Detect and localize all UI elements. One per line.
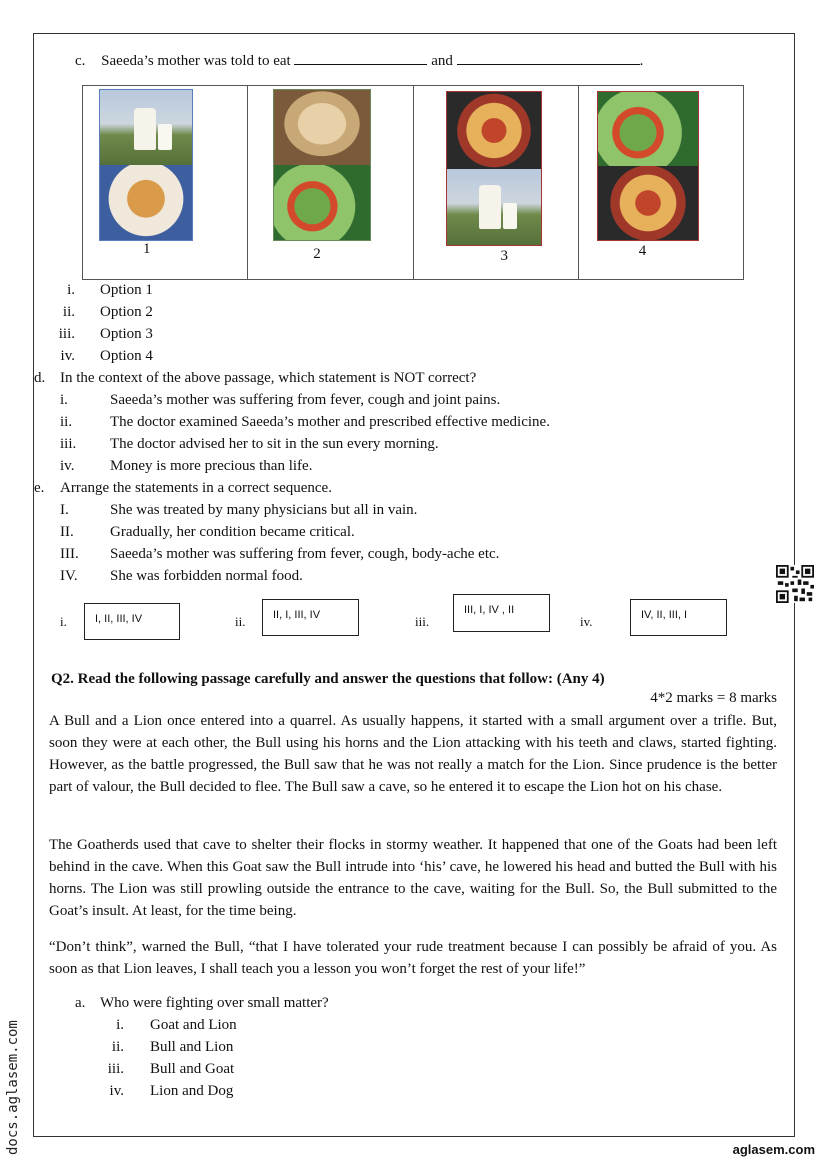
q2-marks: 4*2 marks = 8 marks xyxy=(650,690,777,706)
choice-box-4 xyxy=(630,599,727,636)
question-d-label: d. xyxy=(34,370,46,386)
pizza-picture-2 xyxy=(598,166,698,240)
passage-paragraph-1: A Bull and a Lion once entered into a quarrel. As usually happens, it started with a small argument over a trifle. But, soon they were at each other, the Bull using his horns and the Lion attacking with his teeth and claws, started fighting. However, as the battle progressed, the Bull saw that he was not really a match for the Lion. Since prudence is the better part of valour, the Bull decided to flee. The Bull saw a cave, so he entered it to escape the Lion hot on his chase. xyxy=(49,713,777,795)
vegetables-picture xyxy=(274,165,370,240)
statement-text: She was treated by many physicians but all in vain. xyxy=(110,502,418,518)
choice-box-2 xyxy=(262,599,359,636)
option-num: iii. xyxy=(58,326,75,342)
choice-num: i. xyxy=(60,614,67,629)
option-text: Option 4 xyxy=(100,348,153,364)
option-num: i. xyxy=(67,282,75,298)
statement-text: She was forbidden normal food. xyxy=(110,568,303,584)
option-cell-4 xyxy=(578,86,743,280)
choice-num: ii. xyxy=(235,614,246,629)
question-a-label: a. xyxy=(75,995,86,1011)
option-cell-1 xyxy=(83,86,248,280)
option-num: i. xyxy=(116,1017,124,1033)
choice-text: I, II, III, IV xyxy=(95,613,143,625)
passage-paragraph-2: The Goatherds used that cave to shelter their flocks in stormy weather. It happened that one of the Goats had been left behind in the cave. When this Goat saw the Bull intrude into ‘his’ cave, he lowered his head and butted the Bull with his horns. The Lion was still prowling outside the entrance to the cave, waiting for the Bull. So, the Bull submitted to the Goat’s insult. At least, for the time being. xyxy=(49,837,777,919)
question-c xyxy=(75,51,643,70)
option-2-image xyxy=(273,89,371,241)
statement-num: II. xyxy=(60,524,74,540)
option-image-table xyxy=(82,85,744,280)
answer-blank-1 xyxy=(294,51,427,65)
choice-num: iii. xyxy=(415,614,430,629)
option-1-image xyxy=(99,89,193,241)
question-a-text: Who were fighting over small matter? xyxy=(100,995,329,1011)
choice-box-3 xyxy=(453,594,550,632)
option-num: iii. xyxy=(60,436,77,452)
milk-jug xyxy=(134,108,156,150)
question-c-text: Saeeda’s mother was told to eat xyxy=(101,53,291,69)
milk-picture-2 xyxy=(447,169,541,246)
option-text: The doctor examined Saeeda’s mother and prescribed effective medicine. xyxy=(110,414,550,430)
option-num: iv. xyxy=(60,348,75,364)
milk-glass xyxy=(158,124,172,150)
option-num: iii. xyxy=(107,1061,124,1077)
footer-brand: aglasem.com xyxy=(732,1142,815,1157)
milk-picture xyxy=(100,90,192,165)
option-text: Bull and Lion xyxy=(150,1039,234,1055)
question-c-end: . xyxy=(639,53,644,69)
choice-num: iv. xyxy=(580,614,593,629)
option-num: iv. xyxy=(60,458,75,474)
option-text: Option 3 xyxy=(100,326,153,342)
question-e-text: Arrange the statements in a correct sequence. xyxy=(60,480,332,496)
option-cell-2 xyxy=(248,86,413,280)
vegetables-picture-2 xyxy=(598,92,698,166)
choice-text: IV, II, III, I xyxy=(641,609,688,621)
qr-code-icon xyxy=(776,565,814,603)
option-3-image xyxy=(446,91,542,246)
statement-num: III. xyxy=(60,546,79,562)
choice-text: III, I, IV , II xyxy=(464,604,515,616)
pizza-picture xyxy=(447,92,541,169)
milk-glass-2 xyxy=(503,203,517,229)
option-text: Bull and Goat xyxy=(150,1061,235,1077)
option-text: Money is more precious than life. xyxy=(110,458,313,474)
option-text: Lion and Dog xyxy=(150,1083,234,1099)
option-4-image xyxy=(597,91,699,241)
question-c-and: and xyxy=(431,53,453,69)
option-number-4: 4 xyxy=(638,243,647,259)
option-text: Option 2 xyxy=(100,304,153,320)
option-text: The doctor advised her to sit in the sun every morning. xyxy=(110,436,439,452)
question-d-text: In the context of the above passage, which statement is NOT correct? xyxy=(60,370,477,386)
choice-text: II, I, III, IV xyxy=(273,609,321,621)
passage-paragraph-3: “Don’t think”, warned the Bull, “that I have tolerated your rude treatment because I can possibly be afraid of you. As soon as that Lion leaves, I shall teach you a lesson you won’t forget the rest of your life!” xyxy=(49,939,777,977)
option-number-3: 3 xyxy=(500,248,508,264)
pancakes-picture xyxy=(100,165,192,240)
option-num: iv. xyxy=(109,1083,124,1099)
flatbread-picture xyxy=(274,90,370,165)
option-cell-3 xyxy=(413,86,578,280)
question-e-label: e. xyxy=(34,480,45,496)
side-watermark: docs.aglasem.com xyxy=(5,1020,21,1155)
milk-jug-2 xyxy=(479,185,501,229)
choice-box-1 xyxy=(84,603,180,640)
q2-heading: Q2. Read the following passage carefully and answer the questions that follow: (Any 4) xyxy=(51,671,605,687)
statement-text: Gradually, her condition became critical. xyxy=(110,524,355,540)
question-c-label: c. xyxy=(75,53,86,69)
option-num: ii. xyxy=(60,414,73,430)
option-number-1: 1 xyxy=(143,241,151,257)
option-num: ii. xyxy=(111,1039,124,1055)
statement-num: I. xyxy=(60,502,69,518)
answer-blank-2 xyxy=(457,51,640,65)
statement-num: IV. xyxy=(60,568,78,584)
option-num: i. xyxy=(60,392,68,408)
option-text: Option 1 xyxy=(100,282,153,298)
statement-text: Saeeda’s mother was suffering from fever, cough, body-ache etc. xyxy=(110,546,500,562)
option-num: ii. xyxy=(62,304,75,320)
option-text: Goat and Lion xyxy=(150,1017,237,1033)
option-text: Saeeda’s mother was suffering from fever, cough and joint pains. xyxy=(110,392,501,408)
option-number-2: 2 xyxy=(313,246,321,262)
